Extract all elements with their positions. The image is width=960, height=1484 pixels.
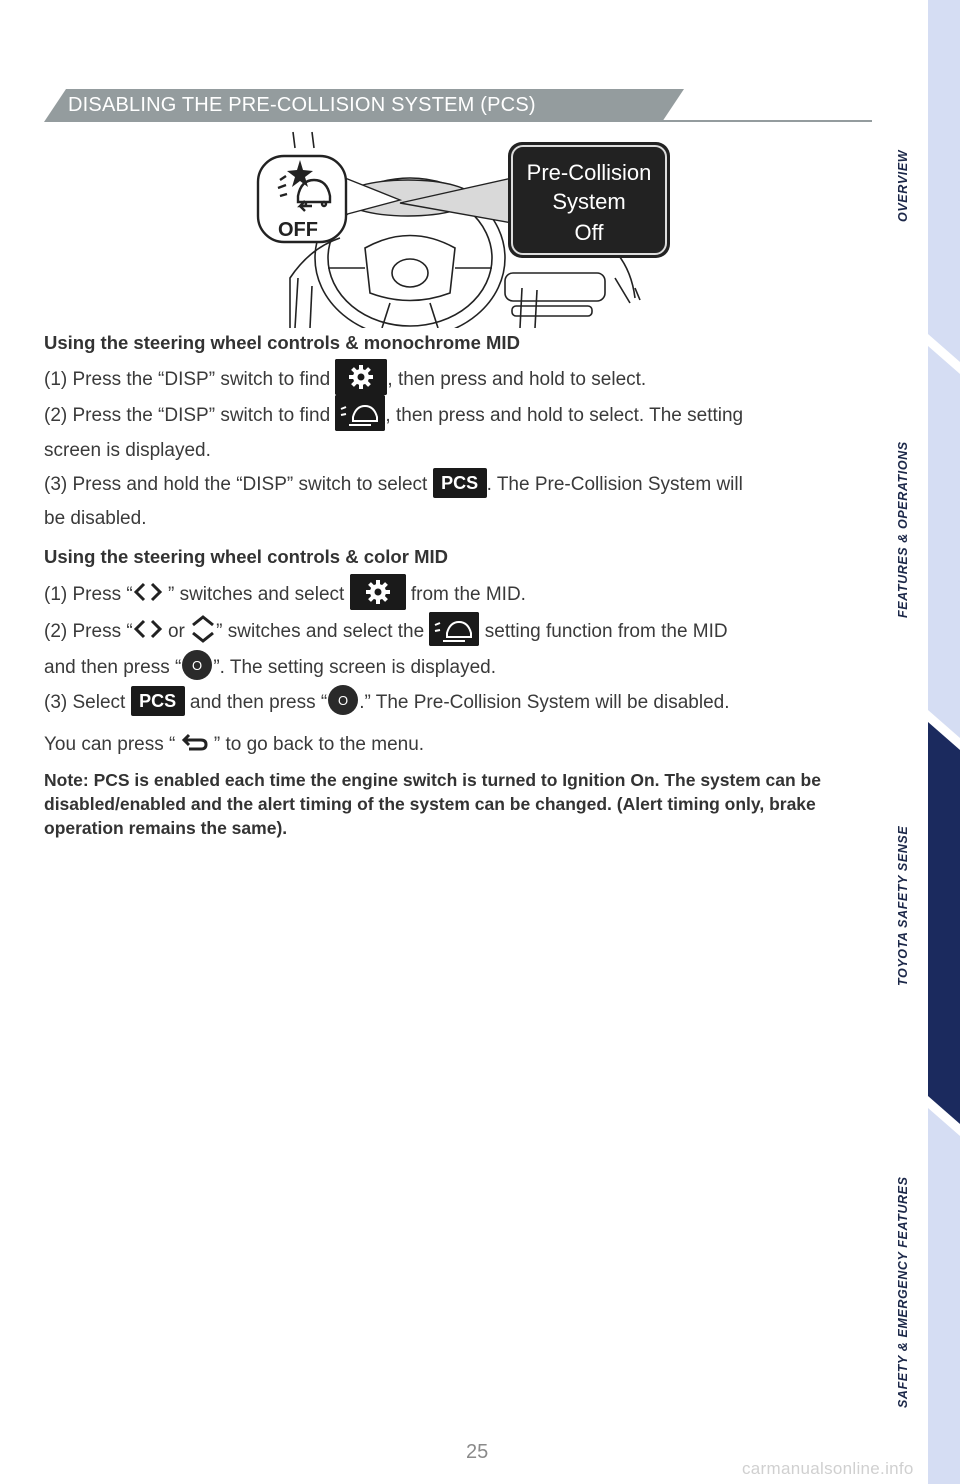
page-number: 25: [466, 1441, 489, 1463]
color-heading: Using the steering wheel controls & color MID: [44, 546, 448, 567]
tab-overview[interactable]: [928, 0, 960, 362]
header-rule: [660, 120, 872, 122]
gear-icon: [350, 574, 406, 610]
tab-toyota-safety-sense[interactable]: [928, 722, 960, 1124]
screen-line-2: System: [552, 189, 626, 214]
vehicle-settings-icon: [429, 612, 479, 646]
section-header: [44, 89, 684, 122]
back-arrow-icon: [181, 732, 209, 752]
svg-text:O: O: [338, 692, 349, 708]
monochrome-heading: Using the steering wheel controls & monochrome MID: [44, 332, 520, 353]
section-title: DISABLING THE PRE-COLLISION SYSTEM (PCS): [68, 94, 536, 116]
screen-line-3: Off: [574, 220, 604, 245]
mono-step-2: (2) Press the “DISP” switch to find , then press and hold to select. The setting screen is displayed.: [44, 398, 874, 468]
left-right-arrows-icon: [133, 618, 163, 640]
indicator-off-label: OFF: [278, 219, 318, 241]
mono-step-3: (3) Press and hold the “DISP” switch to select PCS . The Pre-Collision System will be disabled.: [44, 468, 874, 536]
note-text: Note: PCS is enabled each time the engine switch is turned to Ignition On. The system can be disabled/enabled and the alert timing of the system can be changed. (Alert timing only, brake operation remains the same).: [44, 770, 821, 838]
svg-text:O: O: [192, 657, 203, 673]
ok-button-icon: [327, 684, 359, 716]
pcs-icon: PCS: [433, 468, 487, 498]
side-tab-strip: [928, 0, 960, 1484]
screen-line-1: Pre-Collision: [526, 160, 652, 185]
back-instruction: You can press “ ” to go back to the menu.: [44, 728, 874, 762]
tab-features-operations[interactable]: [928, 346, 960, 738]
watermark: carmanualsonline.info: [742, 1459, 914, 1478]
up-down-arrows-icon: [190, 615, 216, 643]
vehicle-settings-icon: [335, 395, 385, 431]
tab-safety-emergency[interactable]: [928, 1108, 960, 1484]
gear-icon: [335, 359, 387, 395]
dashboard-illustration: [250, 128, 675, 328]
color-step-3: (3) Select PCS and then press “ O .” The Pre-Collision System will be disabled.: [44, 686, 874, 720]
instructions: [44, 332, 874, 840]
mono-step-1: (1) Press the “DISP” switch to find , then press and hold to select.: [44, 362, 874, 398]
pcs-icon: PCS: [131, 686, 185, 716]
ok-button-icon: [181, 649, 213, 681]
color-step-1: (1) Press “ ” switches and select from the MID.: [44, 576, 874, 614]
color-step-2: (2) Press “ or ” switches and select the setting function from the MID and then press “ O ”. The setting screen is displayed.: [44, 614, 874, 686]
left-right-arrows-icon: [133, 581, 163, 603]
